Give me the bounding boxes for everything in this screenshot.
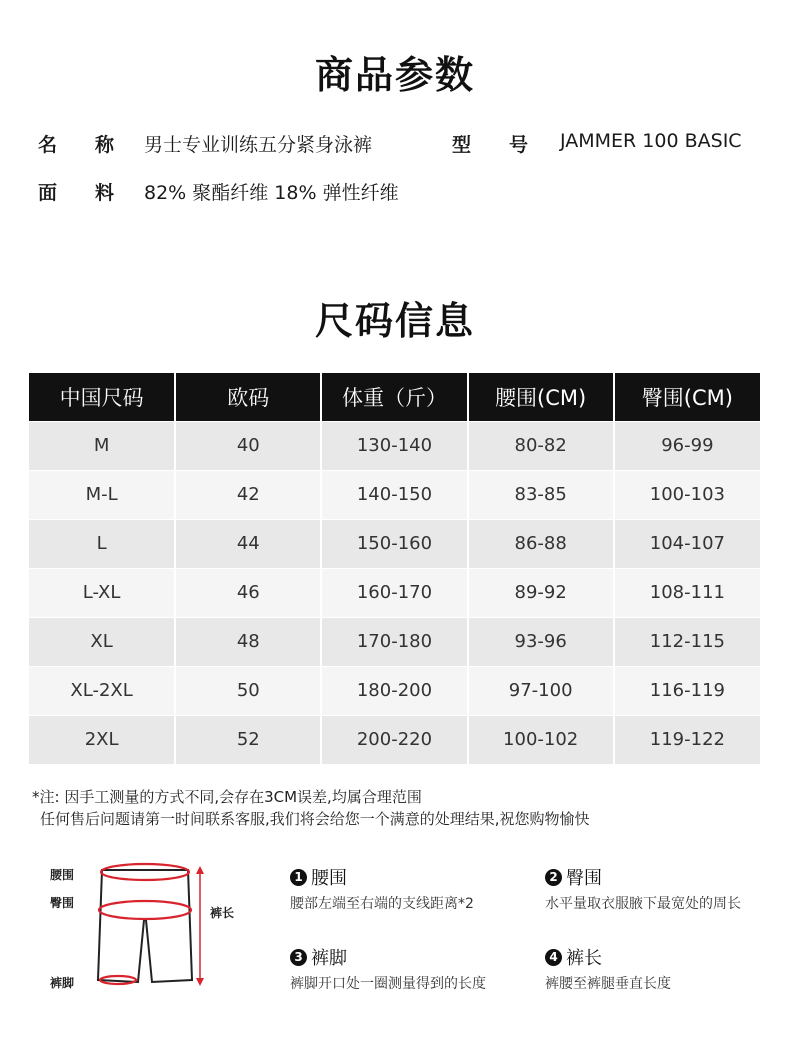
measure-title: 裤长 bbox=[566, 948, 602, 969]
param-name-label: 名 称 bbox=[38, 134, 115, 156]
table-row bbox=[29, 715, 760, 764]
cell: 170-180 bbox=[321, 617, 467, 666]
header-hip: 臀围(CM) bbox=[614, 373, 760, 421]
diagram-hip-label: 臀围 bbox=[50, 896, 75, 910]
size-info-title: 尺码信息 bbox=[314, 299, 475, 343]
measure-hip bbox=[545, 864, 760, 914]
table-row bbox=[29, 666, 760, 715]
param-fabric-label: 面 料 bbox=[38, 182, 115, 204]
cell: 40 bbox=[175, 421, 321, 470]
param-model-label: 型 号 bbox=[452, 134, 529, 156]
cell: XL bbox=[29, 617, 175, 666]
cell: 46 bbox=[175, 568, 321, 617]
header-eu-size: 欧码 bbox=[175, 373, 321, 421]
cell: L-XL bbox=[29, 568, 175, 617]
cell: 116-119 bbox=[614, 666, 760, 715]
measure-desc: 水平量取衣服腋下最宽处的周长 bbox=[545, 896, 741, 912]
diagram-waist-label: 腰围 bbox=[50, 868, 75, 882]
number-badge: 2 bbox=[545, 869, 562, 886]
table-row bbox=[29, 470, 760, 519]
table-row bbox=[29, 421, 760, 470]
param-fabric-value: 82% 聚酯纤维 18% 弹性纤维 bbox=[144, 182, 399, 204]
shorts-icon bbox=[40, 860, 260, 1000]
cell: 200-220 bbox=[321, 715, 467, 764]
cell: 89-92 bbox=[468, 568, 614, 617]
cell: 50 bbox=[175, 666, 321, 715]
cell: 160-170 bbox=[321, 568, 467, 617]
cell: 119-122 bbox=[614, 715, 760, 764]
measurement-diagram bbox=[40, 860, 260, 1000]
table-row bbox=[29, 568, 760, 617]
cell: 42 bbox=[175, 470, 321, 519]
cell: 93-96 bbox=[468, 617, 614, 666]
measure-title: 臀围 bbox=[566, 868, 602, 889]
cell: 80-82 bbox=[468, 421, 614, 470]
param-model-value: JAMMER 100 BASIC bbox=[560, 130, 742, 152]
table-row bbox=[29, 617, 760, 666]
size-table-header bbox=[29, 373, 760, 421]
table-row bbox=[29, 519, 760, 568]
number-badge: 3 bbox=[290, 949, 307, 966]
cell: 96-99 bbox=[614, 421, 760, 470]
header-weight: 体重（斤） bbox=[321, 373, 467, 421]
measure-desc: 裤腰至裤腿垂直长度 bbox=[545, 976, 671, 992]
cell: 44 bbox=[175, 519, 321, 568]
header-waist: 腰围(CM) bbox=[468, 373, 614, 421]
measure-title: 裤脚 bbox=[311, 948, 347, 969]
number-badge: 4 bbox=[545, 949, 562, 966]
diagram-length-label: 裤长 bbox=[210, 906, 235, 920]
measure-desc: 裤脚开口处一圈测量得到的长度 bbox=[290, 976, 486, 992]
cell: 180-200 bbox=[321, 666, 467, 715]
cell: 48 bbox=[175, 617, 321, 666]
cell: M bbox=[29, 421, 175, 470]
header-cn-size: 中国尺码 bbox=[29, 373, 175, 421]
size-table bbox=[29, 373, 760, 764]
cell: 52 bbox=[175, 715, 321, 764]
cell: 104-107 bbox=[614, 519, 760, 568]
measure-title: 腰围 bbox=[311, 868, 347, 889]
param-name-value: 男士专业训练五分紧身泳裤 bbox=[144, 134, 373, 156]
cell: 86-88 bbox=[468, 519, 614, 568]
measure-cuff bbox=[290, 944, 505, 994]
note-line-1: *注: 因手工测量的方式不同,会存在3CM误差,均属合理范围 bbox=[32, 788, 422, 806]
measure-desc: 腰部左端至右端的支线距离*2 bbox=[290, 896, 474, 912]
cell: 150-160 bbox=[321, 519, 467, 568]
measure-waist bbox=[290, 864, 520, 914]
cell: 97-100 bbox=[468, 666, 614, 715]
cell: 130-140 bbox=[321, 421, 467, 470]
cell: 140-150 bbox=[321, 470, 467, 519]
cell: XL-2XL bbox=[29, 666, 175, 715]
measure-length bbox=[545, 944, 760, 994]
cell: 108-111 bbox=[614, 568, 760, 617]
cell: M-L bbox=[29, 470, 175, 519]
cell: 100-103 bbox=[614, 470, 760, 519]
note-line-2: 任何售后问题请第一时间联系客服,我们将会给您一个满意的处理结果,祝您购物愉快 bbox=[40, 810, 590, 828]
cell: 112-115 bbox=[614, 617, 760, 666]
diagram-cuff-label: 裤脚 bbox=[50, 976, 75, 990]
cell: 2XL bbox=[29, 715, 175, 764]
cell: 100-102 bbox=[468, 715, 614, 764]
product-params-title: 商品参数 bbox=[314, 53, 475, 97]
cell: L bbox=[29, 519, 175, 568]
number-badge: 1 bbox=[290, 869, 307, 886]
cell: 83-85 bbox=[468, 470, 614, 519]
